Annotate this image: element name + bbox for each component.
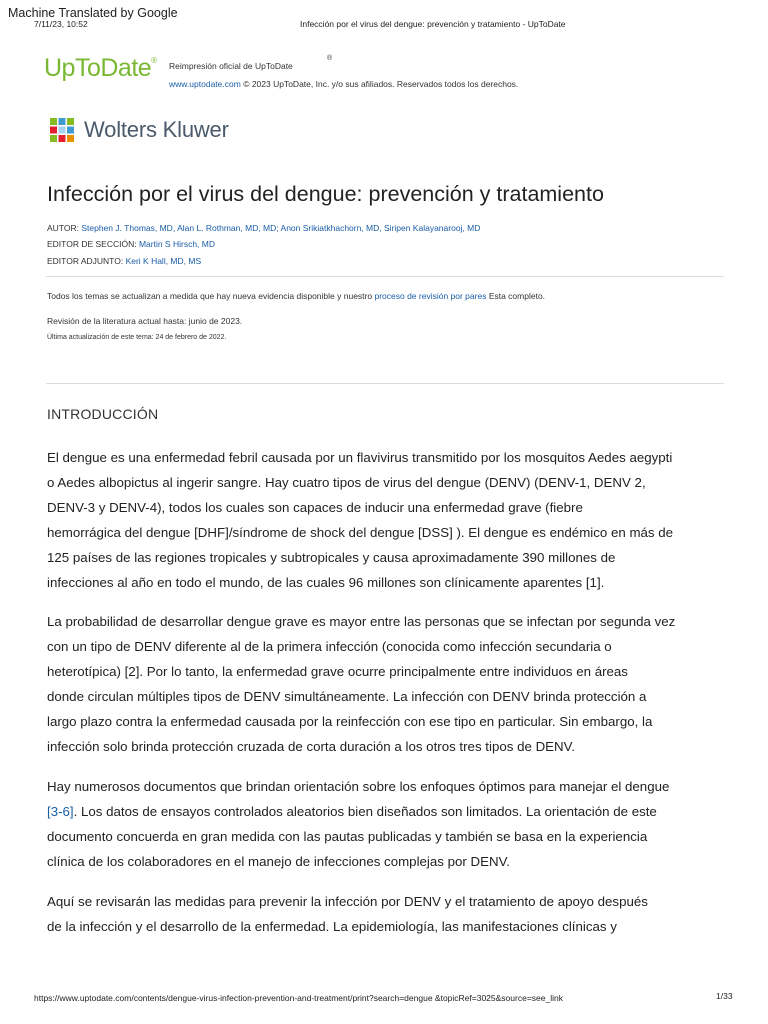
peer-review-link[interactable]: proceso de revisión por pares — [374, 291, 487, 301]
paragraph-line: infecciones al año en todo el mundo, de las cuales 96 millones son clínicamente aparentes [1]. — [47, 575, 605, 590]
print-datetime: 7/11/23, 10:52 — [34, 19, 88, 29]
section-editor-line — [47, 239, 215, 249]
metadata-divider — [46, 383, 724, 384]
paragraph-line: infección solo brinda protección cruzada de corta duración a los otros tres tipos de DENV. — [47, 739, 575, 754]
footer-url: https://www.uptodate.com/contents/dengue-virus-infection-prevention-and-treatment/print?search=dengue &topicRef=3025&source=see_link — [34, 993, 563, 1003]
paragraph-4 — [47, 889, 707, 939]
official-reprint-label: Reimpresión oficial de UpToDate — [169, 61, 293, 71]
paragraph-line: Hay numerosos documentos que brindan orientación sobre los enfoques óptimos para manejar el dengue — [47, 779, 670, 794]
paragraph-line: La probabilidad de desarrollar dengue grave es mayor entre las personas que se infectan por segunda vez — [47, 614, 676, 629]
copyright-text: © 2023 UpToDate, Inc. y/o sus afiliados. Reservados todos los derechos. — [240, 79, 519, 89]
uptodate-logo-reg: ® — [151, 56, 157, 65]
wolters-kluwer-mosaic-icon — [46, 114, 78, 146]
update-note-post: Esta completo. — [486, 291, 546, 301]
paragraph-line: donde circulan múltiples tipos de DENV simultáneamente. La infección con DENV brinda protección a — [47, 689, 647, 704]
authors-line — [47, 223, 480, 233]
header-divider — [46, 276, 724, 277]
section-editor-label: EDITOR DE SECCIÓN: — [47, 239, 139, 249]
last-updated-date: Última actualización de este tema: 24 de febrero de 2022. — [47, 334, 227, 341]
paragraph-line: clínica de los colaboradores en el manejo de infecciones complejas por DENV. — [47, 854, 510, 869]
authors-link[interactable]: Stephen J. Thomas, MD, Alan L. Rothman, MD, MD; Anon Srikiatkhachorn, MD, Siripen Kalayanarooj, MD — [81, 223, 481, 233]
literature-review-date: Revisión de la literatura actual hasta: junio de 2023. — [47, 316, 243, 326]
wolters-kluwer-logo[interactable] — [46, 114, 229, 146]
paragraph-line: El dengue es una enfermedad febril causada por un flavivirus transmitido por los mosquitos Aedes aegypti — [47, 450, 673, 465]
paragraph-line: largo plazo contra la enfermedad causada por la reinfección con ese tipo en particular. Sin embargo, la — [47, 714, 653, 729]
reference-link-3-6[interactable]: [3-6] — [47, 804, 74, 819]
paragraph-line: documento concuerda en gran medida con las pautas publicadas y también se basa en la experiencia — [47, 829, 648, 844]
article-title: Infección por el virus del dengue: prevención y tratamiento — [47, 182, 604, 206]
paragraph-line — [47, 799, 707, 824]
associate-editor-label: EDITOR ADJUNTO: — [47, 256, 126, 266]
paragraph-line: DENV-3 y DENV-4), todos los cuales son capaces de inducir una enfermedad grave (fiebre — [47, 500, 583, 515]
section-heading-introduccion: INTRODUCCIÓN — [47, 406, 159, 422]
paragraph-line: de la infección y el desarrollo de la enfermedad. La epidemiología, las manifestaciones clínicas y — [47, 919, 617, 934]
associate-editor-link[interactable]: Keri K Hall, MD, MS — [125, 256, 202, 266]
update-note-pre: Todos los temas se actualizan a medida que hay nueva evidencia disponible y nuestro — [47, 291, 375, 301]
uptodate-site-link[interactable]: www.uptodate.com — [169, 79, 241, 89]
paragraph-line: o Aedes albopictus al ingerir sangre. Hay cuatro tipos de virus del dengue (DENV) (DENV-1, DENV 2, — [47, 475, 646, 490]
paragraph-line: 125 países de las regiones tropicales y subtropicales y causa aproximadamente 390 millones de — [47, 550, 616, 565]
update-note — [47, 291, 545, 301]
copyright-line — [169, 79, 518, 89]
paragraph-2 — [47, 609, 707, 759]
registered-mark: ® — [327, 55, 333, 62]
paragraph-line-text: . Los datos de ensayos controlados aleatorios bien diseñados son limitados. La orientación de este — [73, 804, 657, 819]
print-page-title: Infección por el virus del dengue: prevención y tratamiento - UpToDate — [300, 19, 566, 29]
paragraph-3 — [47, 774, 707, 874]
section-editor-link[interactable]: Martin S Hirsch, MD — [138, 239, 215, 249]
paragraph-line: heterotípica) [2]. Por lo tanto, la enfermedad grave ocurre principalmente entre individuos en áreas — [47, 664, 628, 679]
paragraph-line: con un tipo de DENV diferente al de la primera infección (conocida como infección secundaria o — [47, 639, 612, 654]
wolters-kluwer-wordmark: Wolters Kluwer — [84, 117, 229, 142]
page-number: 1/33 — [716, 991, 733, 1001]
authors-label: AUTOR: — [47, 223, 82, 233]
uptodate-logo[interactable] — [44, 54, 157, 83]
paragraph-line: hemorrágica del dengue [DHF]/síndrome de shock del dengue [DSS] ). El dengue es endémico en más de — [47, 525, 674, 540]
machine-translated-banner: Machine Translated by Google — [8, 6, 178, 20]
paragraph-line: Aquí se revisarán las medidas para prevenir la infección por DENV y el tratamiento de apoyo después — [47, 894, 648, 909]
associate-editor-line — [47, 256, 201, 266]
uptodate-logo-text: UpToDate — [44, 54, 152, 82]
paragraph-1 — [47, 445, 707, 595]
